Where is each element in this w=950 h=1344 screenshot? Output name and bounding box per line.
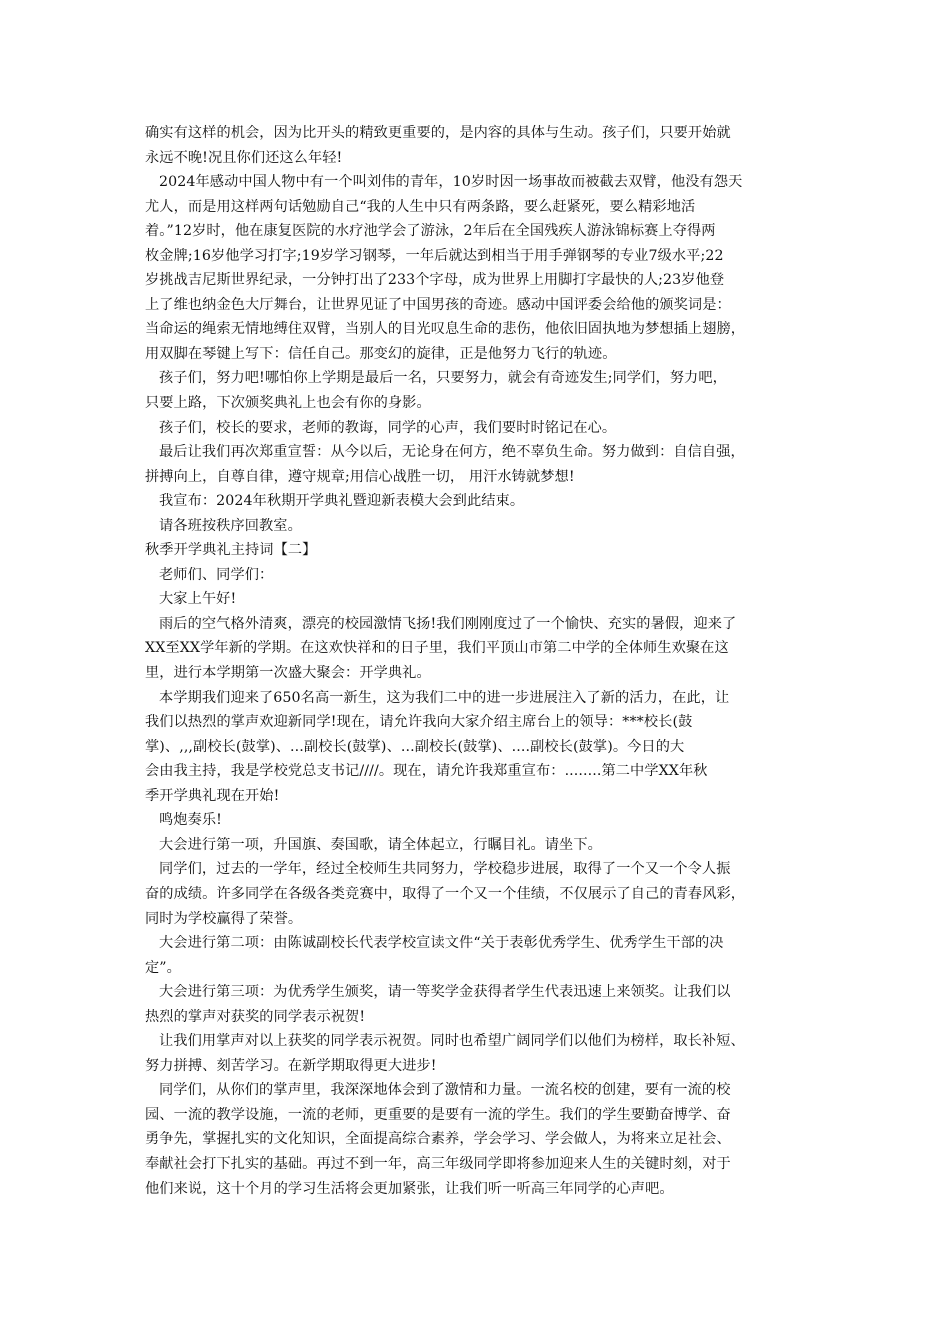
document-body (145, 121, 809, 1201)
text-line: 确实有这样的机会，因为比开头的精致更重要的，是内容的具体与生动。孩子们，只要开始就 (145, 125, 731, 141)
text-line: 用双脚在琴键上写下：信任自己。那变幻的旋律，正是他努力飞行的轨迹。 (145, 345, 617, 362)
text-line: 当命运的绳索无情地缚住双臂，当别人的目光叹息生命的悲伤，他依旧固执地为梦想插上翅膀， (145, 321, 746, 338)
text-line: 枚金牌;16岁他学习打字;19岁学习钢琴，一年后就达到相当于用手弹钢琴的专业7级水平;22 (145, 247, 724, 264)
text-line: 园、一流的教学设施，一流的老师，更重要的是要有一流的学生。我们的学生要勤奋博学、奋 (145, 1106, 731, 1123)
text-line: 大会进行第二项：由陈诚副校长代表学校宣读文件“关于表彰优秀学生、优秀学生干部的决 (159, 935, 724, 952)
section-heading: 秋季开学典礼主持词【二】 (145, 542, 317, 559)
text-line: 孩子们，努力吧!哪怕你上学期是最后一名，只要努力，就会有奇迹发生;同学们，努力吧， (159, 370, 727, 387)
text-line: 努力拼搏、刻苦学习。在新学期取得更大进步! (145, 1057, 437, 1074)
text-line: 孩子们，校长的要求，老师的教诲，同学的心声，我们要时时铭记在心。 (159, 419, 617, 436)
text-line: 本学期我们迎来了650名高一新生，这为我们二中的进一步进展注入了新的活力，在此，让 (159, 689, 730, 706)
text-line: 雨后的空气格外清爽，漂亮的校园激情飞扬!我们刚刚度过了一个愉快、充实的暑假，迎来了 (159, 615, 737, 632)
text-line: 着。”12岁时，他在康复医院的水疗池学会了游泳，2年后在全国残疾人游泳锦标赛上夺得两 (145, 223, 716, 240)
text-line: 让我们用掌声对以上获奖的同学表示祝贺。同时也希望广阔同学们以他们为榜样，取长补短、 (159, 1033, 745, 1050)
text-line: 他们来说，这十个月的学习生活将会更加紧张，让我们听一听高三年同学的心声吧。 (145, 1180, 674, 1197)
text-line: 请各班按秩序回教室。 (159, 517, 302, 534)
text-line: XX至XX学年新的学期。在这欢快祥和的日子里，我们平顶山市第二中学的全体师生欢聚在这 (145, 640, 729, 657)
text-line: 热烈的掌声对获奖的同学表示祝贺! (145, 1008, 366, 1025)
text-line: 定”。 (145, 959, 181, 976)
text-line: 永远不晚!况且你们还这么年轻! (145, 149, 343, 166)
text-line: 老师们、同学们： (159, 566, 274, 583)
text-line: 同学们，过去的一学年，经过全校师生共同努力，学校稳步进展，取得了一个又一个令人振 (159, 861, 731, 878)
text-line: 拼搏向上，自尊自律，遵守规章;用信心战胜一切， 用汗水铸就梦想! (145, 468, 575, 485)
text-line: 大家上午好! (159, 591, 237, 608)
text-line: 鸣炮奏乐! (159, 812, 222, 829)
text-line: 勇争先，掌握扎实的文化知识，全面提高综合素养，学会学习、学会做人，为将来立足社会、 (145, 1131, 731, 1148)
text-line: 大会进行第三项：为优秀学生颁奖，请一等奖学金获得者学生代表迅速上来领奖。让我们以 (159, 984, 731, 1001)
text-line: 2024年感动中国人物中有一个叫刘伟的青年，10岁时因一场事故而被截去双臂，他没有怨天 (159, 174, 743, 191)
text-line: 尤人，而是用这样两句话勉励自己“我的人生中只有两条路，要么赶紧死，要么精彩地活 (145, 198, 696, 215)
text-line: 会由我主持，我是学校党总支书记////。现在，请允许我郑重宣布：........第二中学XX年秋 (145, 763, 708, 780)
text-line: 岁挑战吉尼斯世界纪录，一分钟打出了233个字母，成为世界上用脚打字最快的人;23岁他登 (145, 272, 725, 289)
text-line: 奉献社会打下扎实的基础。再过不到一年，高三年级同学即将参加迎来人生的关键时刻，对于 (145, 1155, 731, 1172)
text-line: 季开学典礼现在开始! (145, 787, 280, 804)
text-line: 只要上路，下次颁奖典礼上也会有你的身影。 (145, 395, 431, 412)
text-line: 我们以热烈的掌声欢迎新同学!现在，请允许我向大家介绍主席台上的领导：***校长(鼓 (145, 714, 693, 731)
text-line: 掌)、,,,副校长(鼓掌)、...副校长(鼓掌)、...副校长(鼓掌)、....副校长(鼓掌)。今日的大 (145, 738, 685, 755)
text-line: 同学们，从你们的掌声里，我深深地体会到了激情和力量。一流名校的创建，要有一流的校 (159, 1082, 731, 1099)
text-line: 最后让我们再次郑重宣誓：从今以后，无论身在何方，绝不辜负生命。努力做到：自信自强， (159, 444, 745, 461)
text-line: 奋的成绩。许多同学在各级各类竞赛中，取得了一个又一个佳绩，不仅展示了自己的青春风彩， (145, 885, 746, 902)
text-line: 里，进行本学期第一次盛大聚会：开学典礼。 (145, 665, 431, 682)
text-line: 大会进行第一项，升国旗、奏国歌，请全体起立，行瞩目礼。请坐下。 (159, 836, 602, 853)
text-line: 我宣布：2024年秋期开学典礼暨迎新表模大会到此结束。 (159, 493, 525, 510)
text-line: 同时为学校赢得了荣誉。 (145, 910, 303, 927)
text-line: 上了维也纳金色大厅舞台，让世界见证了中国男孩的奇迹。感动中国评委会给他的颁奖词是： (145, 296, 731, 313)
